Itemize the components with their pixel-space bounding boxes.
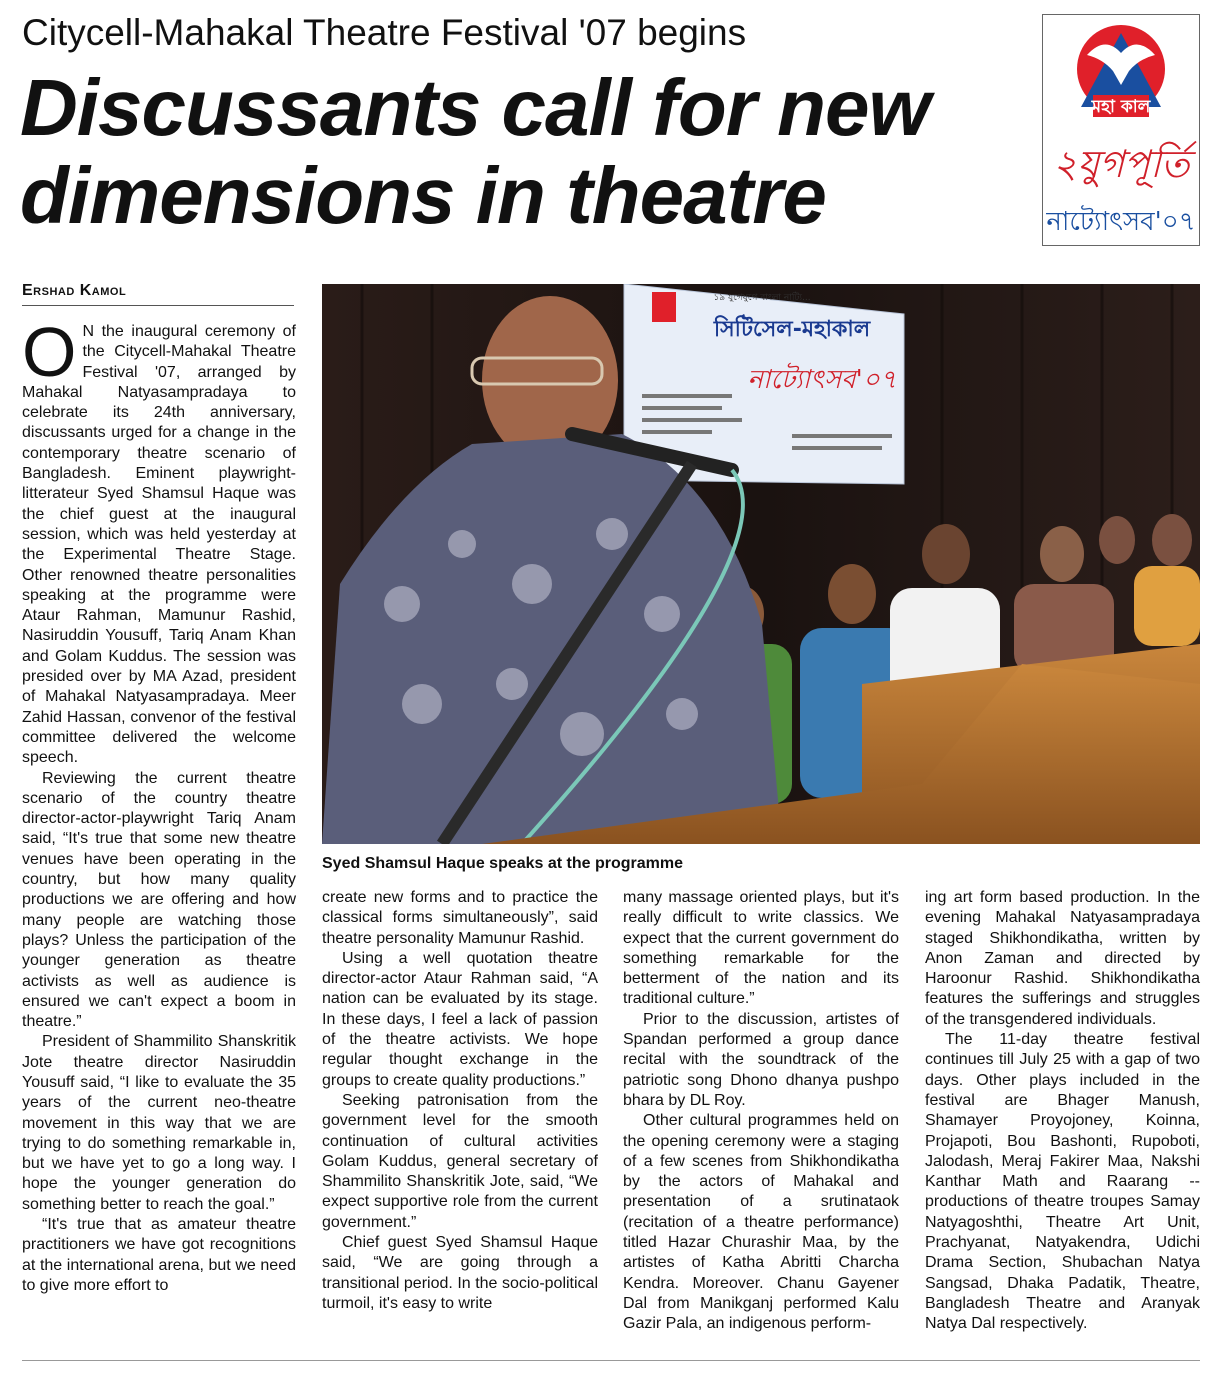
- photo-caption: Syed Shamsul Haque speaks at the programme: [322, 855, 684, 872]
- headline: Discussants call for new dimensions in theatre: [20, 63, 930, 240]
- logo-top-text: মহা কাল: [1091, 97, 1151, 117]
- article-column-4: [925, 888, 1200, 1335]
- article-column-1: [22, 313, 296, 1296]
- paragraph: many massage oriented plays, but it's really difficult to write classics. We expect that the current government do something remarkable for the betterment of the nation and its traditional culture.”: [623, 889, 899, 1008]
- paragraph: Reviewing the current theatre scenario of the country theatre director-actor-playwright Tariq Anam said, “It's true that some new theatre venues have been operating in the country, but how many quality productions we are offering and how many people are watching those plays? Unless the participation of the younger generation as theatre activists as well as audience is ensured we can't expect a boom in theatre.”: [22, 769, 296, 1031]
- paragraph: Prior to the discussion, artistes of Spandan performed a group dance recital with the soundtrack of the patriotic song Dhono dhanya pushpo bhara by DL Roy.: [623, 1010, 899, 1109]
- article-photo: [322, 284, 1200, 844]
- paragraph: Chief guest Syed Shamsul Haque said, “We are going through a transitional period. In the socio-political turmoil, it's easy to write: [322, 1234, 598, 1312]
- paragraph: Seeking patronisation from the government level for the smooth continuation of cultural activities Golam Kuddus, general secretary of Shammilito Shanskritik Jote, said, “We expect supportive role from the current government.”: [322, 1091, 598, 1231]
- speaker-photo-icon: [322, 284, 1200, 844]
- banner-top-line: ১৯ যুগেযুগে বাংলা নাট্যি...: [713, 293, 811, 303]
- bottom-rule: [22, 1360, 1200, 1361]
- paragraph: N the inaugural ceremony of the Citycell-Mahakal Theatre Festival '07, arranged by Mahakal Natyasampradaya to celebrate its 24th anniversary, discussants urged for a change in the contemporary theatre scenario of Bangladesh. Eminent playwright-litterateur Syed Shamsul Haque was the chief guest at the inaugural session, which was held yesterday at the Experimental Theatre Stage. Other renowned theatre personalities speaking at the programme were Ataur Rahman, Mamunur Rashid, Nasiruddin Yousuff, Tariq Anam Khan and Golam Kuddus. The session was presided over by MA Azad, president of Mahakal Natyasampradaya. Meer Zahid Hassan, convenor of the festival committee delivered the welcome speech.: [22, 323, 296, 767]
- paragraph: Using a well quotation theatre director-actor Ataur Rahman said, “A nation can be evaluated by its stage. In these days, I feel a lack of passion of the theatre activists. We hope regular thought exchange in the groups to create quality productions.”: [322, 949, 598, 1089]
- byline-rule: [22, 305, 294, 306]
- paragraph: create new forms and to practice the classical forms simultaneously”, said theatre personality Mamunur Rashid.: [322, 889, 598, 947]
- byline: Ershad Kamol: [22, 282, 127, 299]
- dropcap: O: [22, 313, 77, 391]
- paragraph: President of Shammilito Shanskritik Jote theatre director Nasiruddin Yousuff said, “I like to evaluate the 35 years of the current neo-theatre movement in this way that we are trying to do something remarkable in, but we have yet to go a long way. I hope the younger generation do something better to reach the goal.”: [22, 1033, 296, 1213]
- paragraph: The 11-day theatre festival continues till July 25 with a gap of two days. Other plays included in the festival are Bhager Manush, Shamayer Proyojoney, Koinna, Projapoti, Bou Bashonti, Rupoboti, Jalodash, Meraj Fakirer Maa, Nakshi Kanthar Math and Raarang -- productions of theatre troupes Samay Natyagoshthi, Theatre Art Unit, Prachyanat, Natyakendra, Udichi Drama Section, Shubachan Natya Sangsad, Dhaka Padatik, Theatre, Bangladesh Theatre and Aranyak Natya Dal respectively.: [925, 1031, 1200, 1333]
- banner-title: সিটিসেল-মহাকাল: [713, 317, 871, 342]
- festival-logo: [1042, 14, 1200, 246]
- logo-bottom-text: নাট্যোৎসব'০৭: [1046, 207, 1196, 237]
- article-column-3: [623, 888, 899, 1335]
- mahakal-logo-icon: [1043, 15, 1199, 245]
- kicker: Citycell-Mahakal Theatre Festival '07 begins: [22, 12, 747, 53]
- banner-subtitle: নাট্যোৎসব'০৭: [747, 365, 897, 395]
- article-column-2: [322, 888, 598, 1314]
- paragraph: Other cultural programmes held on the opening ceremony were a staging of a few scenes from Shikhondikatha by the actors of Mahakal and presentation of a srutinataok (recitation of a theatre performance) titled Hazar Churashir Maa, by the artistes of Katha Abritti Charcha Kendra. Moreover. Chanu Gayener Dal from Manikganj performed Kalu Gazir Pala, an indigenous perform-: [623, 1112, 899, 1333]
- paragraph: “It's true that as amateur theatre practitioners we have got recognitions at the international arena, but we need to give more effort to: [22, 1216, 296, 1294]
- logo-script-text: ২যুগপূর্তি: [1052, 142, 1190, 186]
- paragraph: ing art form based production. In the evening Mahakal Natyasampradaya staged Shikhondikatha, written by Anon Zaman and directed by Haroonur Rashid. Shikhondikatha features the sufferings and struggles of the transgendered individuals.: [925, 889, 1200, 1028]
